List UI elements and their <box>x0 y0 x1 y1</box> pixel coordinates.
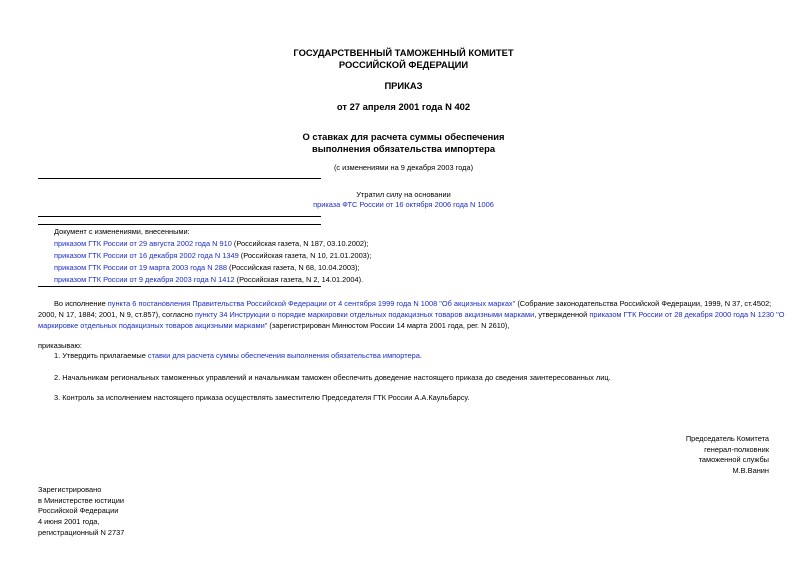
instruction-link[interactable]: пункту 34 Инструкции о порядке маркировки отдельных подакцизных товаров акцизными марками <box>194 310 535 320</box>
divider <box>38 224 321 225</box>
amendment-source: (Российская газета, N 10, 21.01.2003); <box>238 250 372 260</box>
order-word: приказываю: <box>38 341 82 350</box>
lost-force-link[interactable]: приказа ФТС России от 16 октября 2006 года N 1006 <box>313 199 494 209</box>
divider <box>38 178 321 179</box>
order-item-3: 3. Контроль за исполнением настоящего приказа осуществлять заместителю Председателя ГТК России А.А.Каульбарсу. <box>54 393 470 402</box>
divider <box>38 216 321 217</box>
amendment-link[interactable]: приказом ГТК России от 9 декабря 2003 года N 1412 <box>54 274 235 284</box>
divider <box>38 286 321 287</box>
signature-line-2: генерал-полковник <box>704 444 769 454</box>
registration-line-2: в Министерстве юстиции <box>38 495 125 505</box>
amendment-source: (Российская газета, N 187, 03.10.2002); <box>231 238 369 248</box>
amendments-intro: Документ с изменениями, внесенными: <box>54 227 190 236</box>
issuer-line-1: ГОСУДАРСТВЕННЫЙ ТАМОЖЕННЫЙ КОМИТЕТ <box>293 47 514 58</box>
doc-date: от 27 апреля 2001 года N 402 <box>336 101 471 112</box>
revision-note: (с изменениями на 9 декабря 2003 года) <box>333 163 474 172</box>
amendment-link[interactable]: приказом ГТК России от 16 декабря 2002 года N 1349 <box>54 250 239 260</box>
order-1230-link-cont[interactable]: маркировке отдельных подакцизных товаров акцизными марками" <box>38 321 268 331</box>
signature-line-1: Председатель Комитета <box>685 434 769 443</box>
issuer-heading <box>0 47 807 71</box>
registration-line-1: Зарегистрировано <box>38 485 102 494</box>
decree-link[interactable]: пункта 6 постановления Правительства Российской Федерации от 4 сентября 1999 года N 1008 "Об акцизных марках" <box>107 299 516 308</box>
doc-title-line-1: О ставках для расчета суммы обеспечения <box>302 131 505 142</box>
amendment-link[interactable]: приказом ГТК России от 19 марта 2003 года N 288 <box>54 262 227 272</box>
list-item <box>54 275 371 285</box>
order-1230-link[interactable]: приказом ГТК России от 28 декабря 2000 года N 1230 "О <box>589 310 785 320</box>
list-item <box>54 251 371 261</box>
rates-link[interactable]: ставки для расчета суммы обеспечения выполнения обязательства импортера <box>147 351 420 360</box>
doc-title <box>0 131 807 155</box>
amendment-source: (Российская газета, N 2, 14.01.2004). <box>234 274 364 284</box>
order-item-1: 1. Утвердить прилагаемые ставки для расчета суммы обеспечения выполнения обязательства импортера. <box>54 351 422 360</box>
registration-line-5: регистрационный N 2737 <box>38 527 125 537</box>
preamble-line-3: маркировке отдельных подакцизных товаров акцизными марками" (зарегистрирован Минюстом России 14 марта 2001 года, рег. N 2610), <box>38 321 510 331</box>
doc-title-line-2: выполнения обязательства импортера <box>311 142 496 154</box>
amendment-source: (Российская газета, N 68, 10.04.2003); <box>226 262 360 272</box>
lost-force-text: Утратил силу на основании <box>356 190 451 199</box>
registration-block <box>38 485 124 539</box>
signature-block <box>686 434 769 477</box>
amendments-list <box>54 227 371 285</box>
preamble <box>38 298 785 331</box>
registration-line-3: Российской Федерации <box>38 506 119 516</box>
signature-line-3: таможенной службы <box>698 455 769 465</box>
doc-type: ПРИКАЗ <box>384 80 423 91</box>
list-item <box>54 263 371 273</box>
preamble-line-1: Во исполнение пункта 6 постановления Правительства Российской Федерации от 4 сентября 1999 года N 1008 "Об акцизных марках" (Собрание законодательства Российской Федерации, 1999, N 37, ст.4502; <box>54 299 772 308</box>
amendment-link[interactable]: приказом ГТК России от 29 августа 2002 года N 910 <box>54 238 232 248</box>
issuer-line-2: РОССИЙСКОЙ ФЕДЕРАЦИИ <box>338 58 469 70</box>
lost-force-block <box>0 190 807 210</box>
preamble-line-2: 2000, N 17, 1884; 2001, N 9, ст.857), согласно пункту 34 Инструкции о порядке маркировки отдельных подакцизных товаров акцизными марками, утвержденной приказом ГТК России от 28 декабря 2000 года N 1230 "О <box>38 310 785 320</box>
signature-line-4: М.В.Ванин <box>732 466 769 476</box>
order-item-2: 2. Начальникам региональных таможенных управлений и начальникам таможен обеспечить доведение настоящего приказа до сведения заинтересованных лиц. <box>54 373 611 382</box>
list-item <box>54 239 371 249</box>
registration-line-4: 4 июня 2001 года, <box>38 517 100 527</box>
